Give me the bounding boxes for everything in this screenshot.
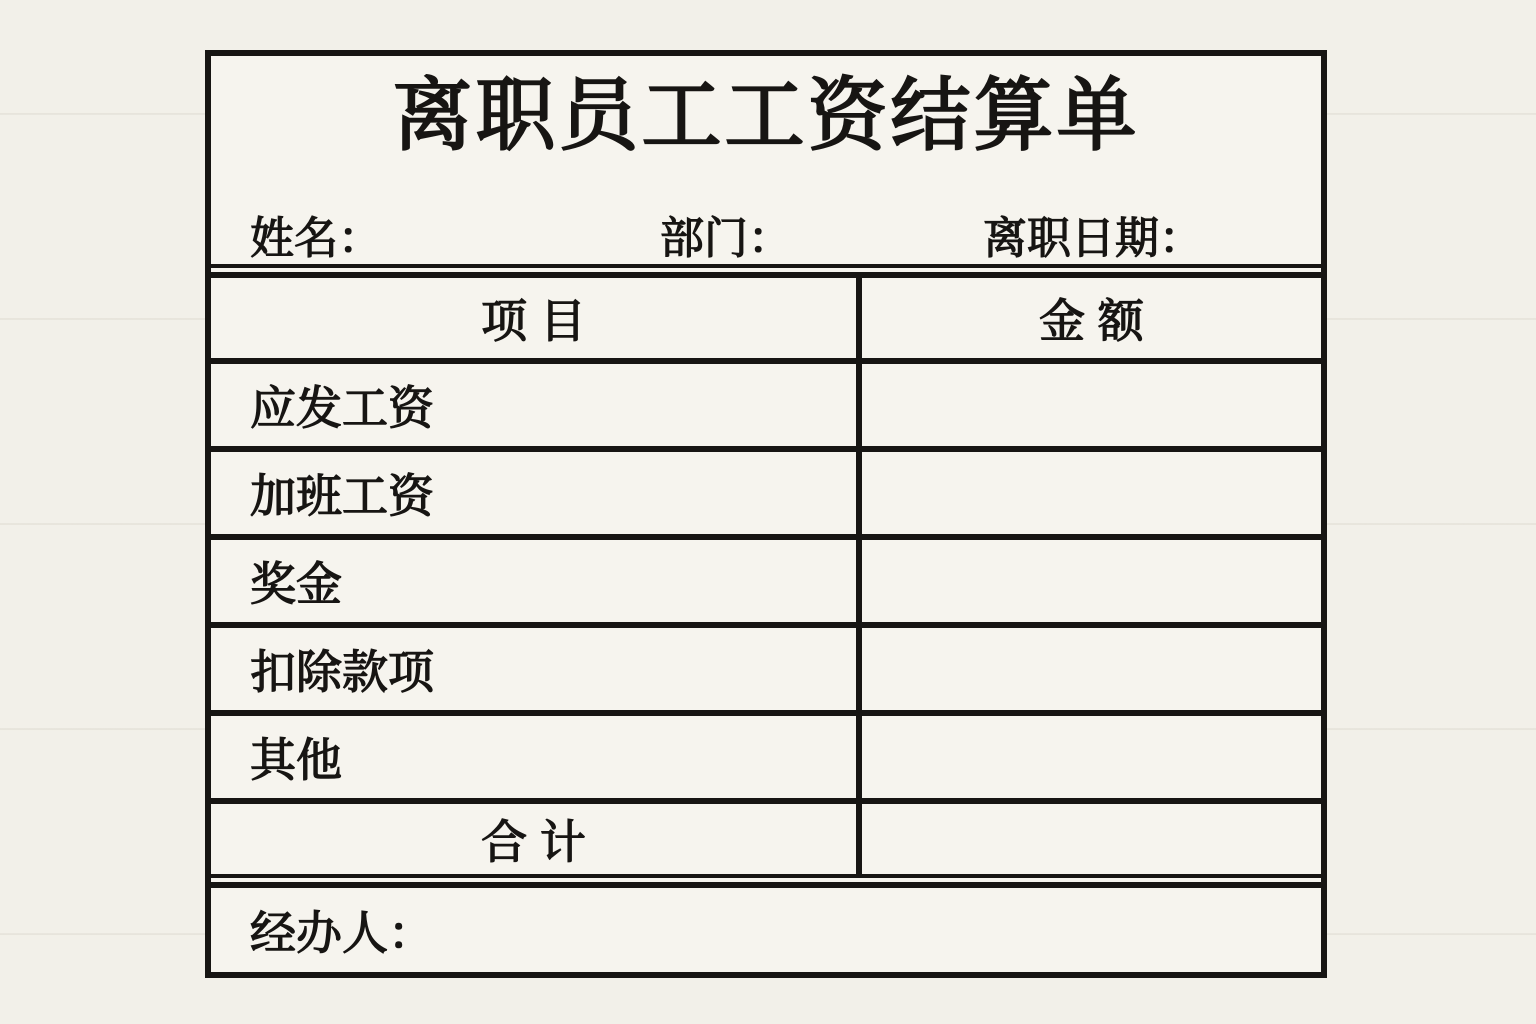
table-row-total	[211, 804, 1321, 878]
name-value-blank[interactable]	[382, 222, 502, 266]
department-value-blank[interactable]	[792, 222, 912, 266]
amount-cell-blank[interactable]	[862, 452, 1321, 534]
table-row-gross-salary	[211, 364, 1321, 452]
table-header-row	[211, 278, 1321, 364]
leave-date-field	[983, 202, 1323, 266]
amount-cell-blank[interactable]	[862, 364, 1321, 446]
amount-cell-blank[interactable]	[862, 716, 1321, 798]
handler-row	[211, 882, 1321, 972]
table-row-deductions	[211, 628, 1321, 716]
column-header-item: 项 目	[211, 278, 862, 358]
form-title: 离职员工工资结算单	[392, 71, 1140, 160]
item-label: 加班工资	[211, 452, 862, 534]
settlement-table	[211, 272, 1321, 878]
handler-value-blank[interactable]	[434, 908, 554, 952]
leave-date-label: 离职日期：	[983, 214, 1203, 263]
table-row-bonus	[211, 540, 1321, 628]
item-label: 奖金	[211, 540, 862, 622]
table-row-other	[211, 716, 1321, 804]
amount-cell-blank[interactable]	[862, 540, 1321, 622]
column-header-amount: 金 额	[1039, 295, 1144, 347]
table-row-overtime-pay	[211, 452, 1321, 540]
salary-settlement-form	[205, 50, 1327, 978]
handler-label: 经办人：	[250, 907, 434, 959]
total-label: 合 计	[211, 804, 862, 874]
item-label: 扣除款项	[211, 628, 862, 710]
amount-cell-blank[interactable]	[862, 628, 1321, 710]
item-label: 其他	[211, 716, 862, 798]
form-header	[211, 56, 1321, 268]
name-field	[250, 202, 502, 266]
department-label: 部门：	[660, 214, 792, 263]
department-field	[660, 202, 912, 266]
total-amount-cell-blank[interactable]	[862, 804, 1321, 874]
item-label: 应发工资	[211, 364, 862, 446]
name-label: 姓名：	[250, 214, 382, 263]
leave-date-value-blank[interactable]	[1203, 222, 1323, 266]
